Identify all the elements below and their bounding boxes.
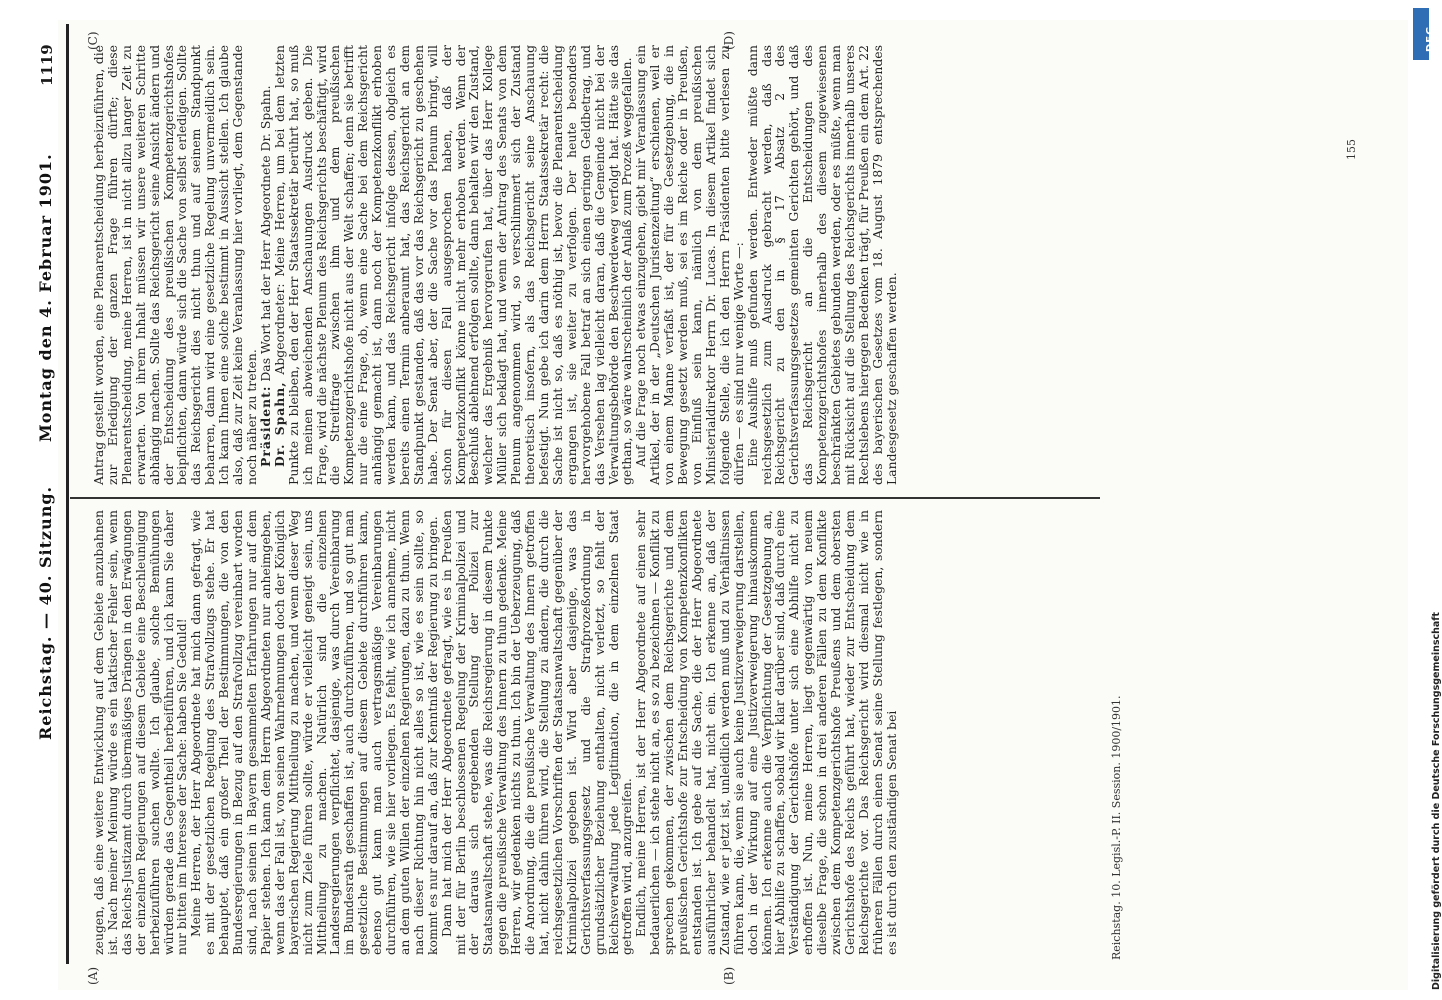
digitization-credit: Digitalisierung gefördert durch die Deutsche Forschungsgemeinschaft [1431, 612, 1442, 990]
paragraph: Endlich, meine Herren, ist der Herr Abgeordnete auf einen sehr bedauerlichen — ich stehe nicht an, es so zu bezeichnen — Konflikt zu sprechen gekommen, der zwischen dem Reichsgerichte und dem preußischen Gerichtshofe zur Entscheidung von Kompetenzkonflikten entstanden ist. Ich gebe auf die Sache, die der Herr Abgeordnete ausführlicher behandelt hat, nicht ein. Ich erkenne an, daß der Zustand, wie er jetzt ist, unleidlich werden muß und zu Verhältnissen führen kann, die, wenn sie auch keine Justizverweigerung darstellen, doch in der Wirkung auf eine Justizverweigerung hinauskommen können. Ich erkenne auch die Verpflichtung der Gesetzgebung an, hier Abhilfe zu schaffen, sobald wir klar darüber sind, daß durch eine Verständigung der Gerichtshöfe unter sich eine Abhilfe nicht zu erhoffen ist. Nun, meine Herren, liegt gegenwärtig von neuem dieselbe Frage, die schon in drei anderen Fällen zu dem Konflikte zwischen dem Kompetenzgerichtshofe Preußens und dem obersten Gerichtshofe des Reichs geführt hat, wieder zur Entscheidung dem Reichsgerichte vor. Das Reichsgericht wird diesmal nicht wie in früheren Fällen durch einen Senat seine Stellung festlegen, sondern es ist durch den zuständigen Senat bei [633, 510, 899, 955]
header-left: Reichstag. — 40. Sitzung. [36, 485, 55, 740]
paragraph: Auf die Frage noch etwas einzugehen, giebt mir Veranlassung ein Artikel, der in der „Deutschen Juristenzeitung“ erschienen, weil er von einem Manne verfaßt ist, der für die Gesetzgebung, die in Bewegung gesetzt werden muß, sei es im Reiche oder in Preußen, von Einfluß sein kann, nämlich von dem preußischen Ministerialdirektor Herrn Dr. Lucas. In diesem Artikel findet sich folgende Stelle, die ich den Herrn Präsidenten bitte verlesen zu dürfen — es sind nur wenige Worte —: [633, 45, 746, 485]
column-right [92, 45, 1122, 485]
speaker-text: Abgeordneter: Meine Herren, um bei dem letzten Punkte zu bleiben, den der Herr Staatssekretär berührt hat, so muß ich meinen abweichenden Anschauungen Ausdruck geben. Die Frage, wird die nächste Plenum des Reichsgerichts beschäftigt, wird die Streitfrage zwischen ihm und dem preußischen Kompetenzgerichtshofe nicht aus der Welt schaffen; denn sie betrifft nur die eine Frage, ob, wenn eine Sache bei dem Reichsgericht anhängig gemacht ist, dann noch der Kompetenzkonflikt erhoben werden kann, und das Reichsgericht infolge dessen, obgleich es bereits einen Termin anberaumt hat, das Reichsgericht an dem Standpunkt gestanden, daß das vor das Reichsgericht zu geschehen habe. Der Senat aber, der die Sache vor das Plenum bringt, will schon für diesen Fall ausgesprochen haben, daß der Kompetenzkonflikt könne nicht mehr erhoben werden. Wenn der Beschluß ablehnend erfolgen sollte, dann behalten wir den Zustand, welcher das Ergebniß hervorgerufen hat, über das Herr Kollege Müller sich beklagt hat, und wenn der Antrag des Senats von dem Plenum angenommen wird, so verschlimmert sich der Zustand theoretisch insofern, als das Reichsgericht seine Anschauung befestigt. Nun gebe ich darin dem Herrn Staatssekretär recht: die Sache ist nicht so, daß es nöthig ist, bevor die Plenarentscheidung ergangen ist, sie weiter zu verfolgen. Der heute besonders hervorgehobene Fall betraf an sich einen geringen Geldbetrag, und das Versehen lag vielleicht daran, daß die Gemeinde nicht bei der Verwaltungsbehörde den Beschwerdeweg verfolgt hat. Hätte sie das gethan, so wäre wahrscheinlich der Anlaß zum Prozeß weggefallen. [271, 45, 635, 485]
speaker-label: Präsident: [257, 385, 273, 467]
marker-a: (A) [86, 966, 100, 985]
marker-d: (D) [722, 31, 736, 50]
speaker-text: Das Wort hat der Herr Abgeordnete Dr. Spahn. [257, 85, 273, 382]
header-right: Montag den 4. Februar 1901. [36, 153, 55, 442]
paragraph: Meine Herren, der Herr Abgeordnete hat mich dann gefragt, wie es mit der gesetzlichen Regelung des Strafvollzugs stehe. Er hat behauptet, daß ein großer Theil der Bestimmungen, die von den Bundesregierungen in Bezug auf den Strafvollzug vereinbart worden sind, nach seinen in Bayern gesammelten Erfahrungen nur auf dem Papier stehen. Ich kann dem Herrn Abgeordneten nur anheimgeben, wenn das der Fall ist, von seinen Wahrnehmungen doch der Königlich bayerischen Regierung Mittheilung zu machen, und wenn dieser Weg nicht zum Ziele führen sollte, würde er vielleicht geneigt sein, uns Mittheilung zu machen. Natürlich sind die einzelnen Landesregierungen verpflichtet, dasjenige, was durch Vereinbarung im Bundesrath geschaffen ist, auch durchzuführen, und so gut man gesetzliche Bestimmungen auf diesem Gebiete durchführen kann, ebenso gut kann man auch vertragsmäßige Vereinbarungen durchführen, wie sie hier vorliegen. Es fehlt, wie ich annehme, nicht an dem guten Willen der einzelnen Regierungen, dazu zu thun. Wenn nach dieser Richtung hin nicht alles so ist, wie es sein sollte, so kommt es nur darauf an, daß zur Kenntniß der Regierung zu bringen. [188, 510, 440, 955]
speaker-label: Dr. Spahn, [271, 381, 287, 467]
column-divider [70, 497, 1100, 499]
paragraph: zeugen, daß eine weitere Entwicklung auf dem Gebiete anzubahnen ist. Nach meiner Meinung würde es ein taktischer Fehler sein, wenn das Reichs-Justizamt durch übermäßiges Drängen in den Erwägungen der einzelnen Regierungen auf diesem Gebiete eine Beschleunigung herbeizuführen suchen wollte. Ich glaube, solche Bemühungen würden gerade das Gegentheil herbeiführen, und ich kann Sie daher nur bitten im Interesse der Sache: haben Sie Geduld! [91, 510, 190, 955]
marker-b: (B) [722, 966, 736, 985]
dfg-logo: DFG [1413, 8, 1429, 60]
footer-left: Reichstag. 10. Legisl.-P. II. Session. 1900/1901. [1110, 695, 1123, 960]
footer-page: 155 [1345, 139, 1358, 160]
quote-paragraph: Eine Aushilfe muß gefunden werden. Entweder müßte dann reichsgesetzlich zum Ausdruck gebracht werden, daß das Reichsgericht zu den in § 17 Absatz 2 des Gerichtsverfassungsgesetzes gemeinten Gerichten gehört, und daß das Reichsgericht an die Entscheidungen des Kompetenzgerichtshofes innerhalb des diesem zugewiesenen beschränkten Gebietes gebunden werden, oder es müßte, wenn man mit Rücksicht auf die Stellung des Reichsgerichts innerhalb unseres Rechtslebens hiergegen Bedenken trägt, für Preußen ein dem Art. 22 des bayerischen Gesetzes vom 18. August 1879 entsprechendes Landesgesetz geschaffen werden. [744, 45, 899, 485]
paragraph: Antrag gestellt worden, eine Plenarentscheidung herbeizuführen, die zur Erledigung der ganzen Frage führen dürfte; diese Plenarentscheidung, meine Herren, ist in nicht allzu langer Zeit zu erwarten. Von ihrem Inhalt müssen wir unsere weiteren Schritte abhängig machen. Sollte das Reichsgericht seine Ansicht ändern und der Entscheidung des preußischen Kompetenzgerichtshofes beipflichten, dann würde sich die Sache von selbst erledigen. Sollte das Reichsgericht dies nicht thun und auf seinem Standpunkt beharren, dann wird eine gesetzliche Regelung unvermeidlich sein. Ich kann Ihnen eine solche bestimmt in Aussicht stellen. Ich glaube also, daß zur Zeit keine Veranlassung hier vorliegt, dem Gegenstande noch näher zu treten. [91, 45, 259, 485]
page-number: 1119 [38, 44, 56, 86]
header-rule [66, 24, 69, 964]
paragraph: Dann hat mich der Herr Abgeordnete gefragt, wie es in Preußen mit der für Berlin beschlossenen Regelung der Kriminalpolizei und der daraus sich ergebenden Stellung der Polizei zur Staatsanwaltschaft stehe, was die Reichsregierung in diesem Punkte gegen die preußische Verwaltung des Innern zu thun gedenke. Meine Herren, wir gedenken nichts zu thun. Ich bin der Ueberzeugung, daß die Anordnung, die die preußische Verwaltung des Innern getroffen hat, nicht dahin führen wird, die Stellung zu ändern, die durch die reichsgesetzlichen Vorschriften der Staatsanwaltschaft gegenüber der Kriminalpolizei gegeben ist. Wird aber dasjenige, was das Gerichtsverfassungsgesetz und die Strafprozeßordnung in grundsätzlicher Beziehung enthalten, nicht verletzt, so fehlt der Reichsverwaltung jede Legitimation, die in dem einzelnen Staat getroffen wird, anzugreifen. [438, 510, 635, 955]
column-left [92, 510, 1122, 955]
marker-c: (C) [86, 31, 100, 50]
